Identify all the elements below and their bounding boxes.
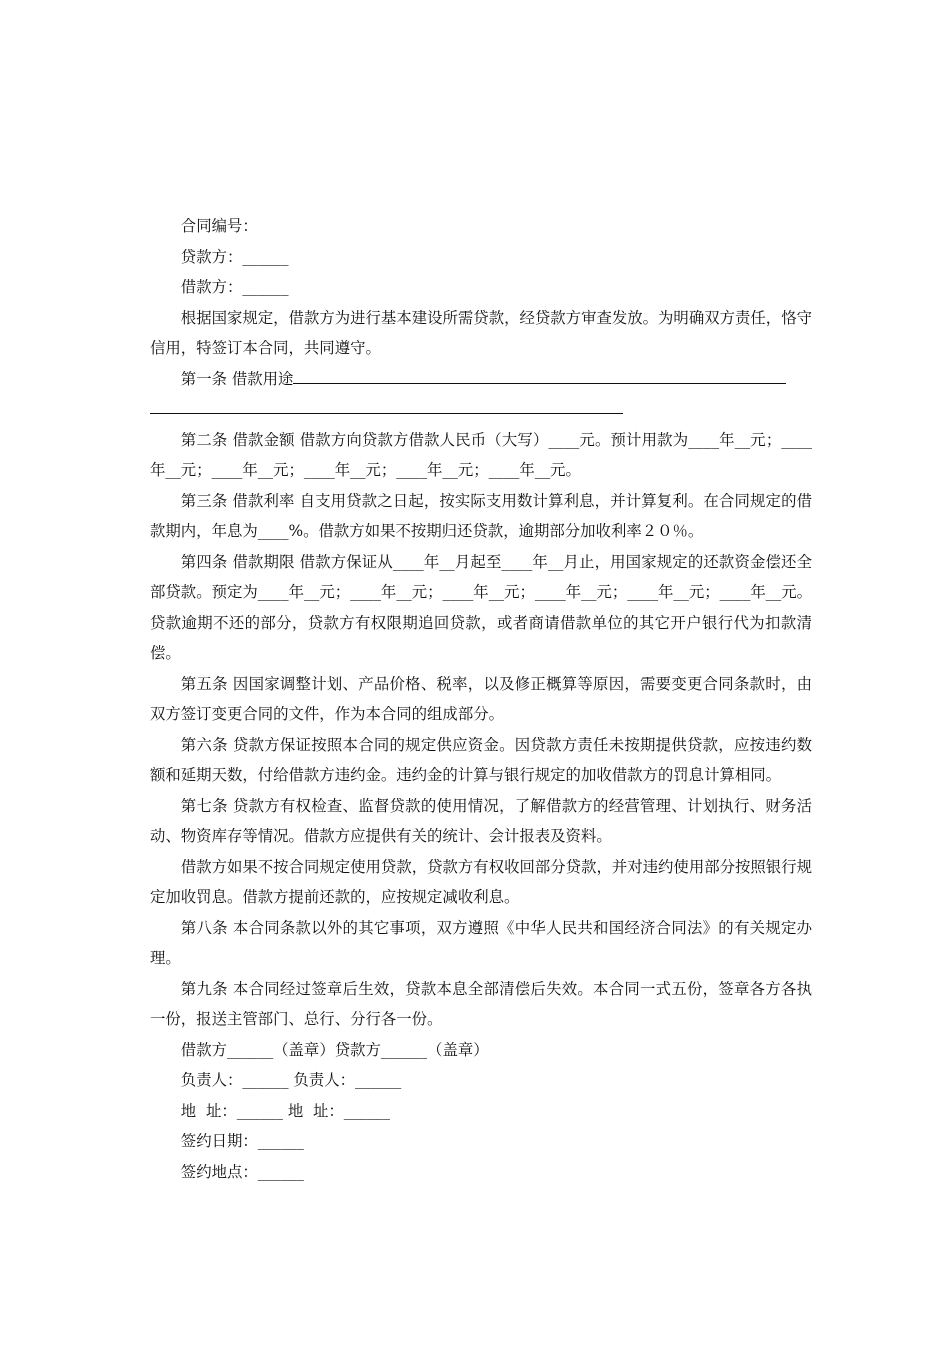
signature-responsible-line: 负责人：______ 负责人：______ xyxy=(180,1071,402,1089)
signing-place-line: 签约地点：______ xyxy=(180,1162,304,1181)
article-1 xyxy=(150,364,812,395)
article-8: 第八条 本合同条款以外的其它事项，双方遵照《中华人民共和国经济合同法》的有关规定办理。 xyxy=(150,918,812,967)
signature-seal-line: 借款方______（盖章）贷款方______（盖章） xyxy=(180,1040,489,1059)
article-1-fill-line xyxy=(293,382,786,384)
article-1-continuation xyxy=(150,394,812,425)
article-7-extra: 借款方如果不按合同规定使用贷款，贷款方有权收回部分贷款，并对违约使用部分按照银行规定加收罚息。借款方提前还款的，应按规定减收利息。 xyxy=(150,857,812,906)
contract-number-line: 合同编号： xyxy=(180,217,258,235)
signing-date-line: 签约日期：______ xyxy=(180,1132,304,1150)
article-2: 第二条 借款金额 借款方向贷款方借款人民币（大写）____元。预计用款为____年__元；____年__元；____年__元；____年__元；____年__元；____年__元。 xyxy=(150,430,812,479)
article-1-label: 第一条 借款用途 xyxy=(180,369,294,388)
article-9: 第九条 本合同经过签章后生效，贷款本息全部清偿后失效。本合同一式五份，签章各方各执一份，报送主管部门、总行、分行各一份。 xyxy=(150,979,812,1028)
borrower-line: 借款方：______ xyxy=(180,278,289,296)
contract-document xyxy=(150,211,812,1187)
article-6: 第六条 贷款方保证按照本合同的规定供应资金。因贷款方责任未按期提供贷款，应按违约数额和延期天数，付给借款方违约金。违约金的计算与银行规定的加收借款方的罚息计算相同。 xyxy=(150,735,812,784)
article-4: 第四条 借款期限 借款方保证从____年__月起至____年__月止，用国家规定的还款资金偿还全部贷款。预定为____年__元；____年__元；____年__元；____年__元；____年__元；____年__元。贷款逾期不还的部分，贷款方有权限期追回贷款，或者商请借款单位的其它开户银行代为扣款清偿。 xyxy=(150,552,812,662)
preamble-paragraph: 根据国家规定，借款方为进行基本建设所需贷款，经贷款方审查发放。为明确双方责任，恪守信用，特签订本合同，共同遵守。 xyxy=(150,308,812,357)
article-7: 第七条 贷款方有权检查、监督贷款的使用情况，了解借款方的经营管理、计划执行、财务活动、物资库存等情况。借款方应提供有关的统计、会计报表及资料。 xyxy=(150,796,812,845)
article-3: 第三条 借款利率 自支用贷款之日起，按实际支用数计算利息，并计算复利。在合同规定的借款期内，年息为____%。借款方如果不按期归还贷款，逾期部分加收利率２０％。 xyxy=(150,491,812,540)
signature-address-line: 地 址：______ 地 址：______ xyxy=(180,1101,390,1120)
article-5: 第五条 因国家调整计划、产品价格、税率，以及修正概算等原因，需要变更合同条款时，由双方签订变更合同的文件，作为本合同的组成部分。 xyxy=(150,674,812,723)
lender-line: 贷款方：______ xyxy=(180,247,289,266)
article-1-fill-line-2 xyxy=(150,412,623,414)
